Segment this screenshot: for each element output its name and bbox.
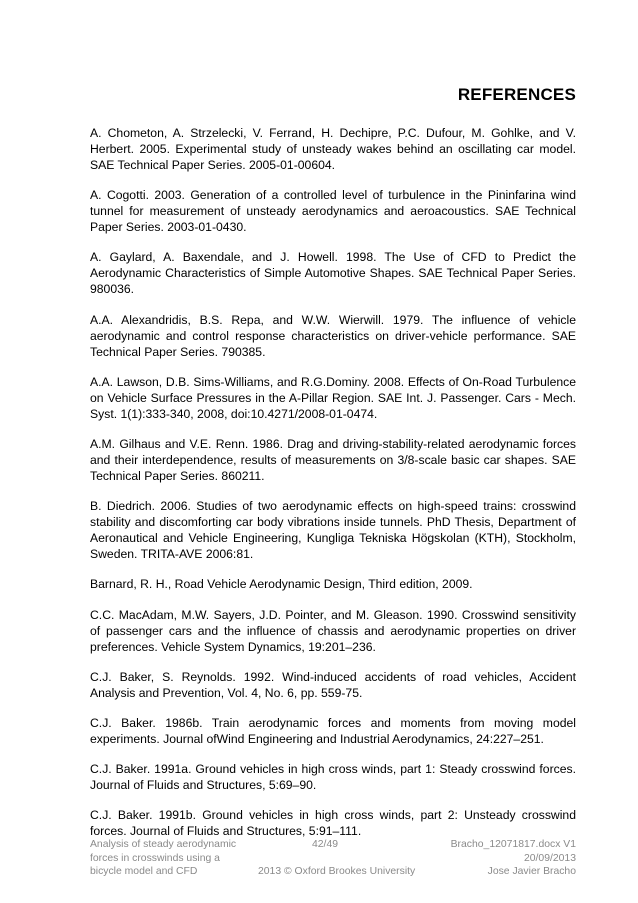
reference-item: C.J. Baker, S. Reynolds. 1992. Wind-induced accidents of road vehicles, Accident Analysis and Prevention, Vol. 4, No. 6, pp. 559-75. bbox=[90, 669, 576, 700]
reference-item: C.C. MacAdam, M.W. Sayers, J.D. Pointer, and M. Gleason. 1990. Crosswind sensitivity of passenger cars and the influence of chassis and aerodynamic properties on driver preferences. Vehicle System Dynamics, 19:201–236. bbox=[90, 607, 576, 654]
footer-date: 20/09/2013 bbox=[523, 852, 576, 864]
reference-item: C.J. Baker. 1991b. Ground vehicles in high cross winds, part 2: Unsteady crosswind forces. Journal of Fluids and Structures, 5:91–111. bbox=[90, 808, 576, 839]
reference-item: C.J. Baker. 1991a. Ground vehicles in high cross winds, part 1: Steady crosswind forces. Journal of Fluids and Structures, 5:69–90. bbox=[90, 762, 576, 793]
footer-title-line: bicycle model and CFD bbox=[90, 866, 198, 878]
footer-title-line: forces in crosswinds using a bbox=[90, 852, 220, 864]
footer-copyright: 2013 © Oxford Brookes University bbox=[258, 866, 416, 877]
footer-file-info bbox=[406, 838, 576, 879]
footer-author: Jose Javier Bracho bbox=[487, 866, 576, 878]
footer-file-name: Bracho_12071817.docx V1 bbox=[450, 839, 576, 850]
footer-document-title bbox=[90, 838, 260, 879]
footer-title-line: Analysis of steady aerodynamic bbox=[90, 839, 237, 850]
reference-item: Barnard, R. H., Road Vehicle Aerodynamic Design, Third edition, 2009. bbox=[90, 577, 473, 592]
reference-list bbox=[90, 125, 576, 853]
page-footer bbox=[90, 838, 576, 880]
reference-item: A. Chometon, A. Strzelecki, V. Ferrand, H. Dechipre, P.C. Dufour, M. Gohlke, and V. Herbert. 2005. Experimental study of unsteady wakes behind an oscillating car model. SAE Technical Paper Series. 2005-01-00604. bbox=[90, 126, 576, 172]
reference-item: A.A. Lawson, D.B. Sims-Williams, and R.G.Dominy. 2008. Effects of On-Road Turbulence on Vehicle Surface Pressures in the A-Pillar Region. SAE Int. J. Passenger. Cars - Mech. Syst. 1(1):333-340, 2008, doi:10.4271/2008-01-0474. bbox=[90, 374, 576, 421]
page-heading: REFERENCES bbox=[457, 85, 576, 104]
reference-item: A. Gaylard, A. Baxendale, and J. Howell. 1998. The Use of CFD to Predict the Aerodynamic Characteristics of Simple Automotive Shapes. SAE Technical Paper Series. 980036. bbox=[90, 250, 576, 297]
reference-item: B. Diedrich. 2006. Studies of two aerodynamic effects on high-speed trains: crosswind stability and discomforting car body vibrations inside tunnels. PhD Thesis, Department of Aeronautical and Vehicle Engineering, Kungliga Tekniska Högskolan (KTH), Stockholm, Sweden. TRITA-AVE 2006:81. bbox=[90, 499, 576, 562]
reference-item: A. Cogotti. 2003. Generation of a controlled level of turbulence in the Pininfarina wind tunnel for measurement of unsteady aerodynamics and aeroacoustics. SAE Technical Paper Series. 2003-01-0430. bbox=[90, 188, 576, 235]
reference-item: A.M. Gilhaus and V.E. Renn. 1986. Drag and driving-stability-related aerodynamic forces and their interdependence, results of measurements on 3/8-scale basic car shapes. SAE Technical Paper Series. 860211. bbox=[90, 436, 576, 483]
reference-item: C.J. Baker. 1986b. Train aerodynamic forces and moments from moving model experiments. Journal ofWind Engineering and Industrial Aerodynamics, 24:227–251. bbox=[90, 715, 576, 746]
reference-item: A.A. Alexandridis, B.S. Repa, and W.W. Wierwill. 1979. The influence of vehicle aerodynamic and control response characteristics on driver-vehicle performance. SAE Technical Paper Series. 790385. bbox=[90, 312, 576, 359]
footer-page-number: 42/49 bbox=[312, 839, 339, 850]
